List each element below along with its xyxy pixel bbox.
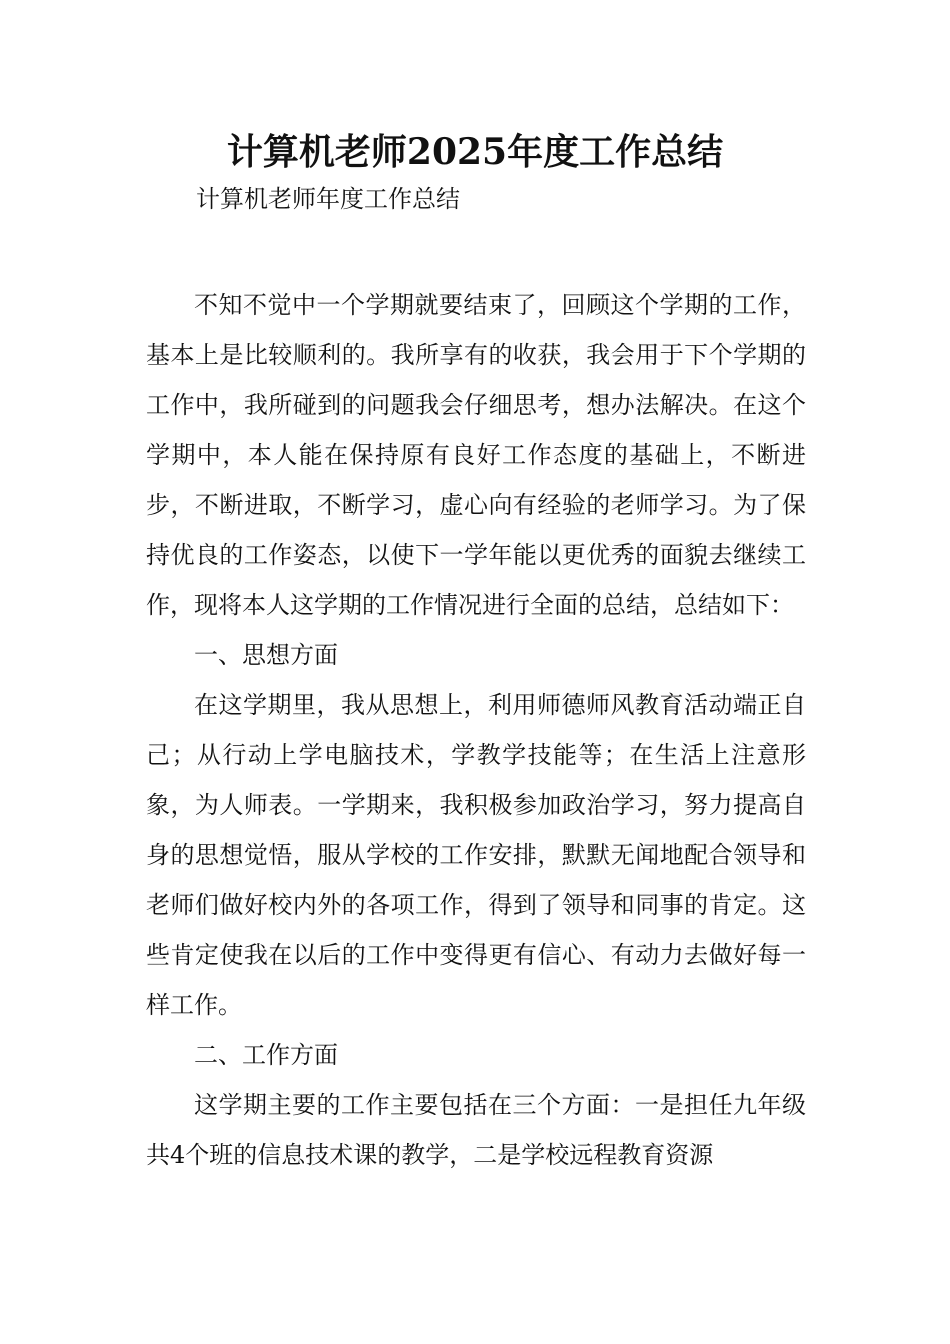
- section-heading-work: 二、工作方面: [194, 1041, 338, 1069]
- paragraph-work: 这学期主要的工作主要包括在三个方面：一是担任九年级共4个班的信息技术课的教学，二是学校远程教育资源: [146, 1091, 806, 1169]
- document-body: [146, 280, 806, 1180]
- paragraph-thought: 在这学期里，我从思想上，利用师德师风教育活动端正自己；从行动上学电脑技术，学教学技能等；在生活上注意形象，为人师表。一学期来，我积极参加政治学习，努力提高自身的思想觉悟，服从学校的工作安排，默默无闻地配合领导和老师们做好校内外的各项工作，得到了领导和同事的肯定。这些肯定使我在以后的工作中变得更有信心、有动力去做好每一样工作。: [146, 691, 806, 1019]
- section-heading-thought: 一、思想方面: [194, 641, 338, 669]
- document-title: 计算机老师2025年度工作总结: [226, 131, 724, 173]
- document-subtitle: 计算机老师年度工作总结: [196, 185, 460, 213]
- paragraph-intro: 不知不觉中一个学期就要结束了，回顾这个学期的工作，基本上是比较顺利的。我所享有的收获，我会用于下个学期的工作中，我所碰到的问题我会仔细思考，想办法解决。在这个学期中，本人能在保持原有良好工作态度的基础上，不断进步，不断进取，不断学习，虚心向有经验的老师学习。为了保持优良的工作姿态，以使下一学年能以更优秀的面貌去继续工作，现将本人这学期的工作情况进行全面的总结，总结如下：: [146, 291, 806, 619]
